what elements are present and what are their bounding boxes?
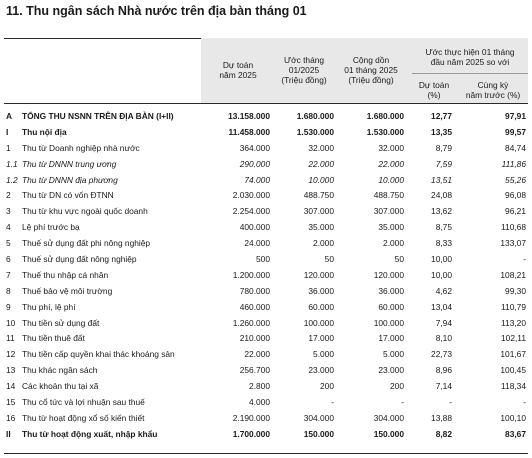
row-pct-du-toan: 8,79 (435, 142, 452, 153)
row-cong-don: 23.000 (378, 365, 404, 376)
row-code: 1 (6, 142, 11, 153)
header-bottom-rule (4, 103, 528, 104)
row-du-toan: 1.700.000 (232, 428, 270, 439)
row-cong-don: 307.000 (373, 206, 404, 217)
row-code: 1.1 (6, 158, 18, 169)
row-pct-cung-ky: 102,11 (501, 333, 526, 344)
table-row (4, 156, 528, 172)
row-code: 9 (6, 301, 11, 312)
row-cong-don: 32.000 (378, 142, 404, 153)
row-pct-du-toan: - (449, 396, 452, 407)
row-cong-don: 100.000 (373, 317, 404, 328)
page-title: 11. Thu ngân sách Nhà nước trên địa bàn tháng 01 (6, 4, 307, 18)
row-cong-don: - (401, 396, 404, 407)
table-row (4, 394, 528, 410)
row-pct-cung-ky: - (523, 396, 526, 407)
row-pct-du-toan: 7,59 (435, 158, 452, 169)
row-name: Thuế sử dụng đất phi nông nghiệp (22, 238, 151, 249)
row-code: 5 (6, 238, 11, 249)
row-pct-du-toan: 8,82 (435, 428, 452, 439)
row-du-toan: 400.000 (239, 222, 270, 233)
row-pct-cung-ky: 100,10 (500, 412, 526, 423)
row-pct-cung-ky: 55,26 (505, 174, 526, 185)
row-code: 14 (6, 381, 16, 392)
row-code: 1.2 (6, 174, 18, 185)
row-cong-don: 120.000 (373, 269, 404, 280)
row-name: Thu từ DNNN địa phương (22, 174, 118, 185)
row-pct-du-toan: 13,88 (431, 412, 452, 423)
row-uoc-thang: 17.000 (308, 333, 334, 344)
row-cong-don: 200 (390, 381, 404, 392)
row-cong-don: 304.000 (373, 412, 404, 423)
row-code: 11 (6, 333, 15, 344)
row-du-toan: 2.030.000 (232, 190, 270, 201)
table-row (4, 346, 528, 362)
row-cong-don: 10.000 (378, 174, 404, 185)
row-pct-du-toan: 22,73 (431, 349, 452, 360)
row-name: Thuế thu nhập cá nhân (22, 269, 109, 280)
row-du-toan: 74.000 (244, 174, 270, 185)
row-pct-du-toan: 10,00 (431, 253, 452, 264)
table-row (4, 410, 528, 426)
row-du-toan: 1.200.000 (232, 269, 270, 280)
row-pct-du-toan: 8,75 (435, 222, 452, 233)
table-row (4, 378, 528, 394)
row-code: 4 (6, 222, 11, 233)
row-pct-cung-ky: 99,57 (505, 126, 526, 137)
row-pct-cung-ky: 99,30 (505, 285, 526, 296)
row-cong-don: 2.000 (383, 238, 404, 249)
row-pct-cung-ky: 111,86 (501, 158, 526, 169)
row-uoc-thang: 150.000 (303, 428, 334, 439)
table-row (4, 124, 528, 140)
row-code: II (6, 428, 11, 439)
row-name: Thu nội địa (22, 126, 67, 137)
table-row (4, 315, 528, 331)
row-uoc-thang: 5.000 (313, 349, 334, 360)
row-uoc-thang: 36.000 (308, 285, 334, 296)
row-pct-du-toan: 13,35 (431, 126, 452, 137)
row-du-toan: 22.000 (244, 349, 270, 360)
row-cong-don: 488.750 (373, 190, 404, 201)
row-cong-don: 150.000 (373, 428, 404, 439)
row-du-toan: 1.260.000 (232, 317, 270, 328)
row-cong-don: 35.000 (378, 222, 404, 233)
row-name: Thu tiền cấp quyền khai thác khoáng sản (22, 349, 175, 360)
row-uoc-thang: 32.000 (308, 142, 334, 153)
row-pct-cung-ky: 83,67 (505, 428, 526, 439)
header-uoc-thang: Ước tháng 01/2025 (Triệu đồng) (281, 55, 327, 85)
row-uoc-thang: 1.530.000 (296, 126, 334, 137)
row-name: Lệ phí trước bạ (22, 222, 80, 233)
row-name: Thuế sử dụng đất nông nghiệp (22, 253, 137, 264)
table-row (4, 108, 528, 124)
row-pct-du-toan: 4,62 (435, 285, 452, 296)
row-name: Thu tiền thuê đất (22, 333, 85, 344)
row-name: Thu khác ngân sách (22, 365, 98, 376)
row-pct-cung-ky: 96,08 (505, 190, 526, 201)
header-pct-cung-ky: Cùng kỳ năm trước (%) (465, 80, 521, 100)
table-row (4, 362, 528, 378)
row-du-toan: 290.000 (239, 158, 270, 169)
table-row (4, 219, 528, 235)
row-du-toan: 13.158.000 (228, 110, 270, 121)
row-name: Thu từ DNNN trung ương (22, 158, 117, 169)
row-pct-cung-ky: 133,07 (500, 238, 526, 249)
row-code: 16 (6, 412, 16, 423)
row-pct-cung-ky: 118,34 (501, 381, 526, 392)
row-cong-don: 1.680.000 (366, 110, 404, 121)
row-cong-don: 1.530.000 (366, 126, 404, 137)
row-code: 13 (6, 365, 16, 376)
table-row (4, 140, 528, 156)
row-cong-don: 50 (394, 253, 404, 264)
header-du-toan: Dự toán năm 2025 (219, 60, 257, 80)
row-uoc-thang: 50 (324, 253, 334, 264)
row-uoc-thang: 2.000 (313, 238, 334, 249)
row-pct-cung-ky: 100,45 (500, 365, 526, 376)
row-name: Thu từ khu vực ngoài quốc doanh (22, 206, 148, 217)
table-row (4, 426, 528, 442)
row-uoc-thang: 488.750 (303, 190, 334, 201)
row-uoc-thang: 22.000 (308, 158, 334, 169)
row-pct-cung-ky: 84,74 (505, 142, 526, 153)
table-row (4, 203, 528, 219)
row-pct-cung-ky: - (523, 253, 526, 264)
row-name: Các khoản thu tại xã (22, 381, 99, 392)
row-pct-du-toan: 8,96 (435, 365, 452, 376)
table-row (4, 187, 528, 203)
row-code: 10 (6, 317, 16, 328)
row-pct-cung-ky: 110,68 (501, 222, 526, 233)
table-row (4, 172, 528, 188)
row-pct-cung-ky: 97,91 (505, 110, 526, 121)
row-code: 12 (6, 349, 16, 360)
table-bottom-rule (4, 453, 528, 454)
table-row (4, 235, 528, 251)
row-cong-don: 36.000 (378, 285, 404, 296)
row-name: Thu từ hoạt động xuất, nhập khẩu (22, 428, 158, 439)
row-code: I (6, 126, 9, 137)
row-pct-du-toan: 13,51 (431, 174, 452, 185)
row-du-toan: 460.000 (239, 301, 270, 312)
row-uoc-thang: 1.680.000 (296, 110, 334, 121)
table-row (4, 267, 528, 283)
row-code: 7 (6, 269, 11, 280)
row-pct-du-toan: 8,33 (435, 238, 452, 249)
row-cong-don: 17.000 (378, 333, 404, 344)
row-uoc-thang: 200 (320, 381, 334, 392)
row-pct-cung-ky: 113,20 (501, 317, 526, 328)
row-pct-du-toan: 8,10 (435, 333, 452, 344)
row-du-toan: 24.000 (244, 238, 270, 249)
table-row (4, 330, 528, 346)
row-uoc-thang: 10.000 (308, 174, 334, 185)
row-pct-du-toan: 24,08 (431, 190, 452, 201)
row-cong-don: 22.000 (378, 158, 404, 169)
row-code: 15 (6, 396, 16, 407)
row-cong-don: 5.000 (383, 349, 404, 360)
row-code: 6 (6, 253, 11, 264)
row-name: Thuế bảo vệ môi trường (22, 285, 113, 296)
row-uoc-thang: 120.000 (303, 269, 334, 280)
row-pct-du-toan: 7,94 (435, 317, 452, 328)
row-name: Thu từ Doanh nghiệp nhà nước (22, 142, 140, 153)
row-name: Thu từ hoạt động xổ số kiến thiết (22, 412, 145, 423)
row-code: 8 (6, 285, 11, 296)
row-uoc-thang: 60.000 (308, 301, 334, 312)
row-uoc-thang: 304.000 (303, 412, 334, 423)
row-pct-du-toan: 12,77 (431, 110, 452, 121)
row-uoc-thang: 23.000 (308, 365, 334, 376)
row-name: TỔNG THU NSNN TRÊN ĐỊA BÀN (I+II) (22, 110, 174, 121)
row-uoc-thang: 307.000 (303, 206, 334, 217)
row-du-toan: 256.700 (239, 365, 270, 376)
row-code: 3 (6, 206, 11, 217)
row-pct-du-toan: 10,00 (431, 269, 452, 280)
row-uoc-thang: - (331, 396, 334, 407)
row-du-toan: 4.000 (249, 396, 270, 407)
row-du-toan: 2.190.000 (232, 412, 270, 423)
table-row (4, 299, 528, 315)
header-pct-du-toan: Dự toán (%) (418, 80, 450, 100)
row-pct-du-toan: 13,62 (431, 206, 452, 217)
row-du-toan: 780.000 (239, 285, 270, 296)
row-du-toan: 2.254.000 (232, 206, 270, 217)
header-group: Ước thực hiện 01 tháng đầu năm 2025 so với (425, 47, 515, 67)
row-du-toan: 500 (256, 253, 270, 264)
row-code: A (6, 110, 13, 121)
row-name: Thu tiền sử dụng đất (22, 317, 100, 328)
table-row (4, 251, 528, 267)
row-pct-cung-ky: 110,79 (501, 301, 526, 312)
row-pct-du-toan: 13,04 (431, 301, 452, 312)
revenue-table (4, 108, 528, 442)
header-group-rule (412, 73, 528, 74)
row-name: Thu cổ tức và lợi nhuận sau thuế (22, 396, 145, 407)
row-du-toan: 210.000 (239, 333, 270, 344)
row-pct-du-toan: 7,14 (435, 381, 452, 392)
row-pct-cung-ky: 96,21 (505, 206, 526, 217)
row-name: Thu phí, lệ phí (22, 301, 76, 312)
row-uoc-thang: 35.000 (308, 222, 334, 233)
row-pct-cung-ky: 101,67 (500, 349, 526, 360)
row-code: 2 (6, 190, 11, 201)
row-name: Thu từ DN có vốn ĐTNN (22, 190, 114, 201)
table-row (4, 283, 528, 299)
row-uoc-thang: 100.000 (303, 317, 334, 328)
row-pct-cung-ky: 108,21 (500, 269, 526, 280)
header-cong-don: Cộng dồn 01 tháng 2025 (Triệu đồng) (344, 55, 398, 85)
row-cong-don: 60.000 (378, 301, 404, 312)
row-du-toan: 364.000 (239, 142, 270, 153)
row-du-toan: 11.458.000 (228, 126, 270, 137)
row-du-toan: 2.800 (249, 381, 270, 392)
